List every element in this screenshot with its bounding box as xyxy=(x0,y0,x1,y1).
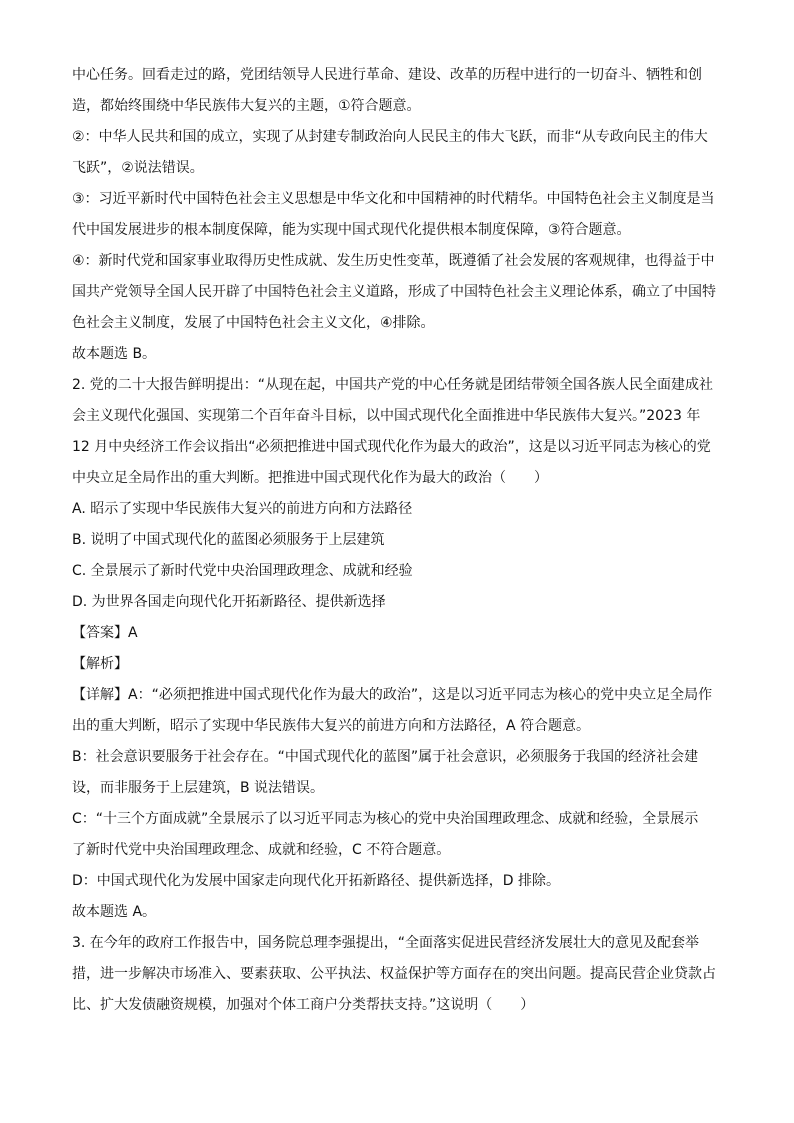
explanation-line: 设，而非服务于上层建筑，B 说法错误。 xyxy=(72,780,325,796)
text-line: ③：习近平新时代中国特色社会主义思想是中华文化和中国精神的时代精华。中国特色社会主义制度是当 xyxy=(72,191,715,207)
text-line: 飞跃”，②说法错误。 xyxy=(72,160,204,176)
text-line: ②：中华人民共和国的成立，实现了从封建专制政治向人民民主的伟大飞跃，而非“从专政向民主的伟大 xyxy=(72,129,708,145)
explanation-line: D：中国式现代化为发展中国家走向现代化开拓新路径、提供新选择，D 排除。 xyxy=(72,873,561,889)
answer-conclusion: 故本题选 A。 xyxy=(72,904,157,920)
text-line: 色社会主义制度，发展了中国特色社会主义文化，④排除。 xyxy=(72,315,435,331)
answer-conclusion: 故本题选 B。 xyxy=(72,346,157,362)
option-d: D. 为世界各国走向现代化开拓新路径、提供新选择 xyxy=(72,594,386,610)
answer-label: 【答案】A xyxy=(72,625,138,641)
question-2-stem: 2. 党的二十大报告鲜明提出：“从现在起，中国共产党的中心任务就是团结带领全国各族人民全面建成社 xyxy=(72,377,714,393)
question-3-stem: 比、扩大发债融资规模，加强对个体工商户分类帮扶支持。”这说明（ ） xyxy=(72,997,535,1013)
question-2-stem: 会主义现代化强国、实现第二个百年奋斗目标，以中国式现代化全面推进中华民族伟大复兴。”2023 年 xyxy=(72,408,701,424)
text-line: 国共产党领导全国人民开辟了中国特色社会主义道路，形成了中国特色社会主义理论体系，确立了中国特 xyxy=(72,284,716,300)
question-3-stem: 3. 在今年的政府工作报告中，国务院总理李强提出，“全面落实促进民营经济发展壮大的意见及配套举 xyxy=(72,935,700,951)
explanation-line: B：社会意识要服务于社会存在。“中国式现代化的蓝图”属于社会意识，必须服务于我国的经济社会建 xyxy=(72,749,699,765)
question-3-stem: 措，进一步解决市场准入、要素获取、公平执法、权益保护等方面存在的突出问题。提高民营企业贷款占 xyxy=(72,966,716,982)
explanation-line: C：“十三个方面成就”全景展示了以习近平同志为核心的党中央治国理政理念、成就和经验，全景展示 xyxy=(72,811,699,827)
question-2-stem: 12 月中央经济工作会议指出“必须把推进中国式现代化作为最大的政治”，这是以习近平同志为核心的党 xyxy=(72,439,711,455)
option-a: A. 昭示了实现中华民族伟大复兴的前进方向和方法路径 xyxy=(72,501,413,517)
explanation-line: 了新时代党中央治国理政理念、成就和经验，C 不符合题意。 xyxy=(72,842,451,858)
explanation-line: 出的重大判断，昭示了实现中华民族伟大复兴的前进方向和方法路径，A 符合题意。 xyxy=(72,718,591,734)
option-b: B. 说明了中国式现代化的蓝图必须服务于上层建筑 xyxy=(72,532,385,548)
text-line: 代中国发展进步的根本制度保障，能为实现中国式现代化提供根本制度保障，③符合题意。 xyxy=(72,222,631,238)
question-2-stem: 中央立足全局作出的重大判断。把推进中国式现代化作为最大的政治（ ） xyxy=(72,470,548,486)
explanation-line: 【详解】A：“必须把推进中国式现代化作为最大的政治”，这是以习近平同志为核心的党中央立足全局作 xyxy=(72,687,713,703)
text-line: 造，都始终围绕中华民族伟大复兴的主题，①符合题意。 xyxy=(72,98,421,114)
document-page xyxy=(72,60,724,1021)
text-line: 中心任务。回看走过的路，党团结领导人民进行革命、建设、改革的历程中进行的一切奋斗、牺牲和创 xyxy=(72,67,702,83)
option-c: C. 全景展示了新时代党中央治国理政理念、成就和经验 xyxy=(72,563,413,579)
analysis-label: 【解析】 xyxy=(72,656,128,672)
text-line: ④：新时代党和国家事业取得历史性成就、发生历史性变革，既遵循了社会发展的客观规律，也得益于中 xyxy=(72,253,715,269)
